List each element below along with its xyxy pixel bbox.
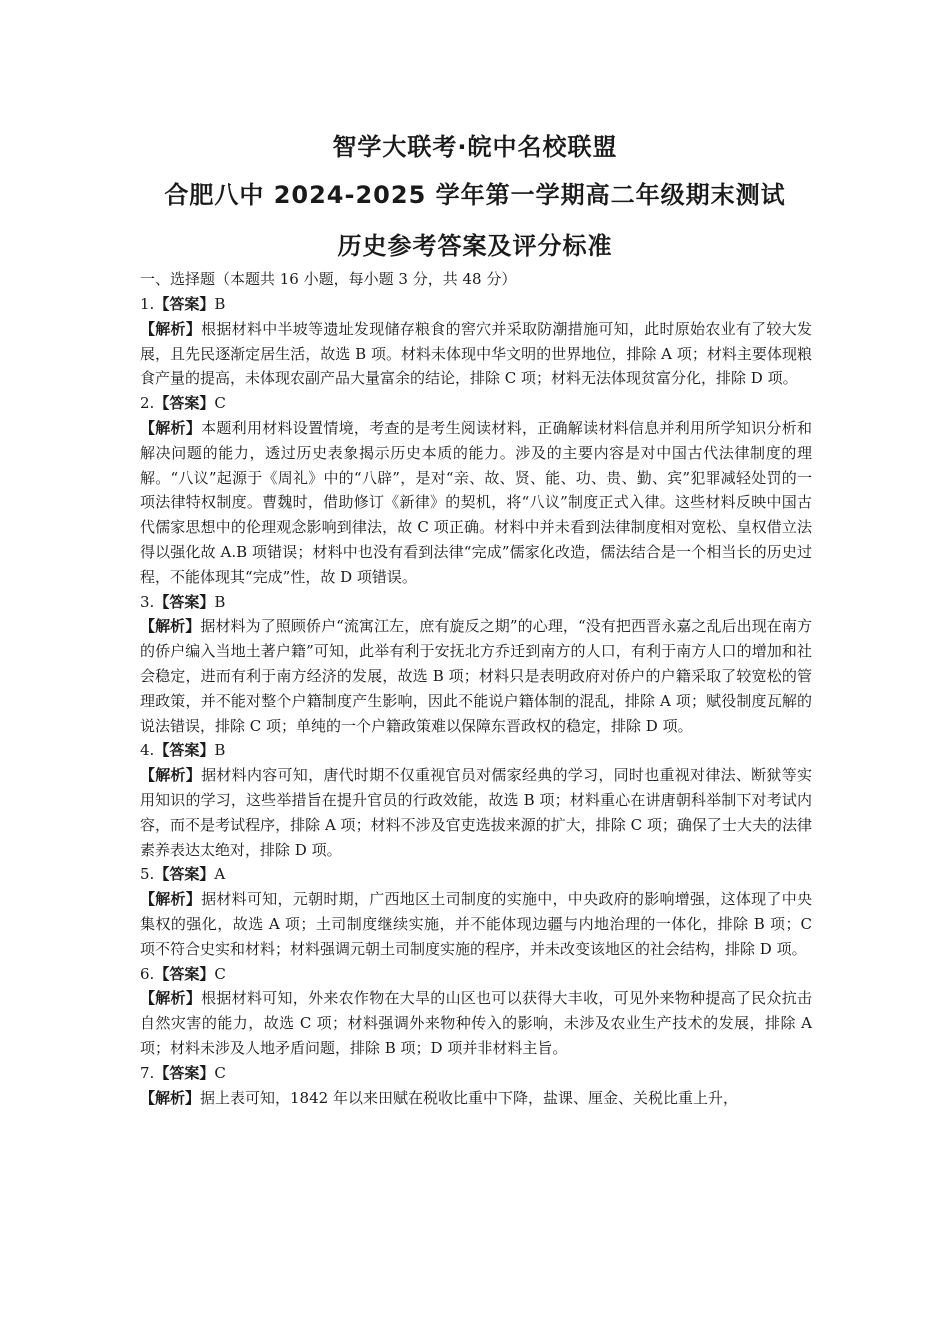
question-item [140, 962, 812, 1061]
explanation-text: 据材料可知，元朝时期，广西地区土司制度的实施中，中央政府的影响增强，这体现了中央集权的强化，故选 A 项；土司制度继续实施，并不能体现边疆与内地治理的一体化，排除 B 项；C 项不符合史实和材料；材料强调元朝土司制度实施的程序，并未改变该地区的社会结构，排除 D 项。 [140, 890, 812, 958]
answer-value: C [214, 394, 226, 413]
answer-line [140, 862, 812, 887]
answer-label: 【答案】 [154, 964, 215, 983]
answer-label: 【答案】 [154, 394, 215, 413]
question-number: 6. [140, 964, 155, 983]
explanation-text: 根据材料可知，外来农作物在大旱的山区也可以获得大丰收，可见外来物种提高了民众抗击自然灾害的能力，故选 C 项；材料强调外来物种传入的影响，未涉及农业生产技术的发展，排除 A 项；材料未涉及人地矛盾问题，排除 B 项；D 项并非材料主旨。 [140, 989, 812, 1057]
explanation-label: 【解析】 [140, 617, 201, 636]
answer-line [140, 1061, 812, 1086]
explanation-text: 据材料内容可知，唐代时期不仅重视官员对儒家经典的学习，同时也重视对律法、断狱等实用知识的学习，这些举措旨在提升官员的行政效能，故选 B 项；材料重心在讲唐朝科举制下对考试内容，而不是考试程序，排除 A 项；材料不涉及官吏选拔来源的扩大，排除 C 项；确保了士大夫的法律素养表达太绝对，排除 D 项。 [140, 766, 812, 859]
explanation-text: 据上表可知，1842 年以来田赋在税收比重中下降，盐课、厘金、关税比重上升， [200, 1088, 738, 1107]
answer-label: 【答案】 [154, 741, 215, 760]
section-heading: 一、选择题（本题共 16 小题，每小题 3 分，共 48 分） [140, 270, 517, 288]
title-alliance: 智学大联考·皖中名校联盟 [332, 133, 618, 161]
title-exam: 合肥八中 2024-2025 学年第一学期高二年级期末测试 [164, 181, 786, 209]
explanation-label: 【解析】 [140, 418, 202, 437]
answer-value: B [214, 592, 226, 611]
explanation-text: 本题利用材料设置情境，考查的是考生阅读材料，正确解读材料信息并利用所学知识分析和解决问题的能力，透过历史表象揭示历史本质的能力。涉及的主要内容是对中国古代法律制度的理解。“八议”起源于《周礼》中的“八辟”，是对“亲、故、贤、能、功、贵、勤、宾”犯罪减轻处罚的一项法律特权制度。曹魏时，借助修订《新律》的契机，将“八议”制度正式入律。这些材料反映中国古代儒家思想中的伦理观念影响到律法，故 C 项正确。材料中并未看到法律制度相对宽松、皇权借立法得以强化故 A.B 项错误；材料中也没有看到法律“完成”儒家化改造，儒法结合是一个相当长的历史过程，不能体现其“完成”性，故 D 项错误。 [140, 418, 812, 586]
explanation-paragraph [140, 614, 812, 738]
answer-label: 【答案】 [154, 295, 215, 313]
answer-value: A [214, 865, 226, 884]
question-number: 1. [140, 295, 155, 313]
answer-line [140, 292, 812, 317]
explanation-label: 【解析】 [140, 319, 202, 338]
answer-value: B [214, 741, 226, 760]
question-item [140, 862, 812, 961]
question-item [140, 738, 812, 862]
answer-line [140, 962, 812, 987]
answer-value: C [214, 1063, 226, 1082]
explanation-paragraph [140, 986, 812, 1060]
question-item [140, 590, 812, 739]
answer-label: 【答案】 [154, 865, 215, 884]
question-item [140, 1061, 812, 1111]
explanation-label: 【解析】 [140, 989, 202, 1008]
question-item [140, 292, 812, 391]
explanation-label: 【解析】 [140, 1088, 201, 1107]
answer-label: 【答案】 [154, 592, 215, 611]
answer-value: C [214, 964, 226, 983]
answer-line [140, 738, 812, 763]
question-number: 3. [140, 592, 155, 611]
explanation-text: 根据材料中半坡等遗址发现储存粮食的窖穴并采取防潮措施可知，此时原始农业有了较大发展，且先民逐渐定居生活，故选 B 项。材料未体现中华文明的世界地位，排除 A 项；材料主要体现粮食产量的提高，未体现农副产品大量富余的结论，排除 C 项；材料无法体现贫富分化，排除 D 项。 [140, 319, 812, 388]
explanation-label: 【解析】 [140, 766, 202, 785]
explanation-paragraph [140, 317, 812, 391]
answer-line [140, 590, 812, 615]
explanation-paragraph [140, 763, 812, 862]
explanation-paragraph [140, 887, 812, 961]
explanation-text: 据材料为了照顾侨户“流寓江左，庶有旋反之期”的心理，“没有把西晋永嘉之乱后出现在南方的侨户编入当地土著户籍”可知，此举有利于安抚北方乔迁到南方的人口，有利于南方人口的增加和社会稳定，进而有利于南方经济的发展，故选 B 项；材料只是表明政府对侨户的户籍采取了较宽松的管理政策，并不能对整个户籍制度产生影响，因此不能说户籍体制的混乱，排除 A 项；赋役制度瓦解的说法错误，排除 C 项；单纯的一个户籍政策难以保障东晋政权的稳定，排除 D 项。 [140, 617, 812, 735]
answer-line [140, 391, 812, 416]
question-number: 7. [140, 1063, 155, 1082]
question-number: 5. [140, 865, 155, 884]
question-item [140, 391, 812, 589]
explanation-paragraph [140, 416, 812, 590]
question-number: 2. [140, 394, 155, 413]
question-number: 4. [140, 741, 155, 760]
answer-list [140, 292, 812, 1110]
explanation-paragraph [140, 1086, 812, 1111]
title-answer-key: 历史参考答案及评分标准 [337, 232, 613, 260]
answer-label: 【答案】 [154, 1063, 215, 1082]
answer-value: B [214, 295, 226, 313]
explanation-label: 【解析】 [140, 890, 202, 909]
